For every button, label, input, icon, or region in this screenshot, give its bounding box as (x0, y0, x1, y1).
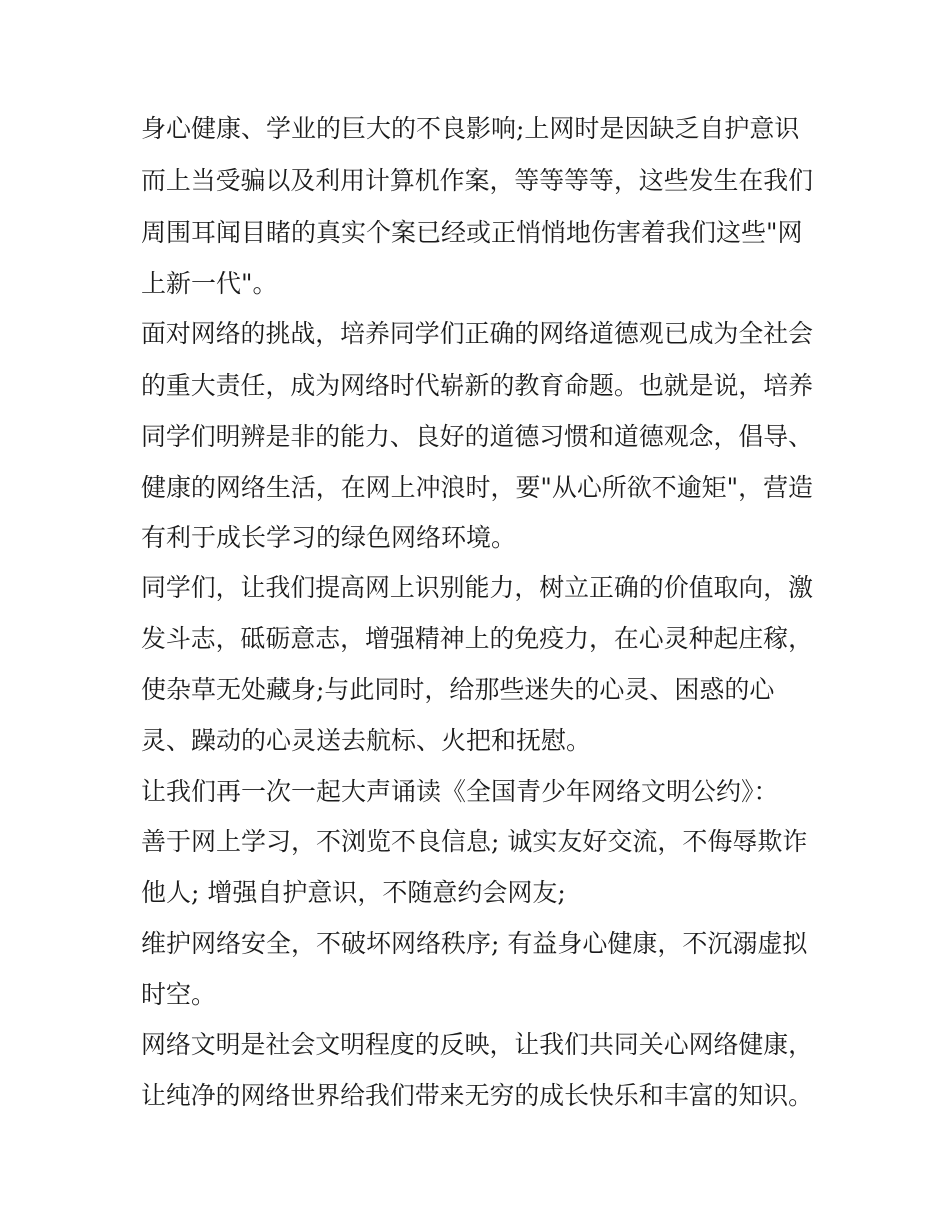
text-line: 有利于成长学习的绿色网络环境。 (141, 523, 517, 552)
text-line: 的重大责任，成为网络时代崭新的教育命题。也就是说，培养 (141, 371, 814, 400)
text-line: 而上当受骗以及利用计算机作案，等等等等，这些发生在我们 (141, 166, 814, 195)
text-line: 使杂草无处藏身;与此同时，给那些迷失的心灵、困惑的心 (141, 675, 775, 704)
text-line: 让纯净的网络世界给我们带来无穷的成长快乐和丰富的知识。 (141, 1081, 814, 1110)
text-line: 灵、躁动的心灵送去航标、火把和抚慰。 (141, 726, 592, 755)
text-line: 同学们，让我们提高网上识别能力，树立正确的价值取向，激 (141, 573, 814, 602)
text-line: 面对网络的挑战，培养同学们正确的网络道德观已成为全社会 (141, 319, 814, 348)
text-line: 发斗志，砥砺意志，增强精神上的免疫力，在心灵种起庄稼， (141, 624, 814, 653)
text-line: 周围耳闻目睹的真实个案已经或正悄悄地伤害着我们这些"网 (141, 218, 803, 247)
text-line: 让我们再一次一起大声诵读《全国青少年网络文明公约》： (141, 777, 779, 806)
text-line: 健康的网络生活，在网上冲浪时，要"从心所欲不逾矩"，营造 (141, 473, 814, 502)
text-line: 网络文明是社会文明程度的反映，让我们共同关心网络健康， (141, 1030, 814, 1059)
text-line: 善于网上学习，不浏览不良信息; 诚实友好交流，不侮辱欺诈 (141, 827, 808, 856)
text-line: 身心健康、学业的巨大的不良影响;上网时是因缺乏自护意识 (141, 114, 800, 143)
text-line: 时空。 (141, 980, 217, 1009)
text-line: 他人; 增强自护意识，不随意约会网友; (141, 878, 566, 907)
text-line: 维护网络安全，不破坏网络秩序; 有益身心健康，不沉溺虚拟 (141, 929, 808, 958)
text-line: 同学们明辨是非的能力、良好的道德习惯和道德观念，倡导、 (141, 422, 814, 451)
text-line: 上新一代"。 (141, 269, 278, 298)
